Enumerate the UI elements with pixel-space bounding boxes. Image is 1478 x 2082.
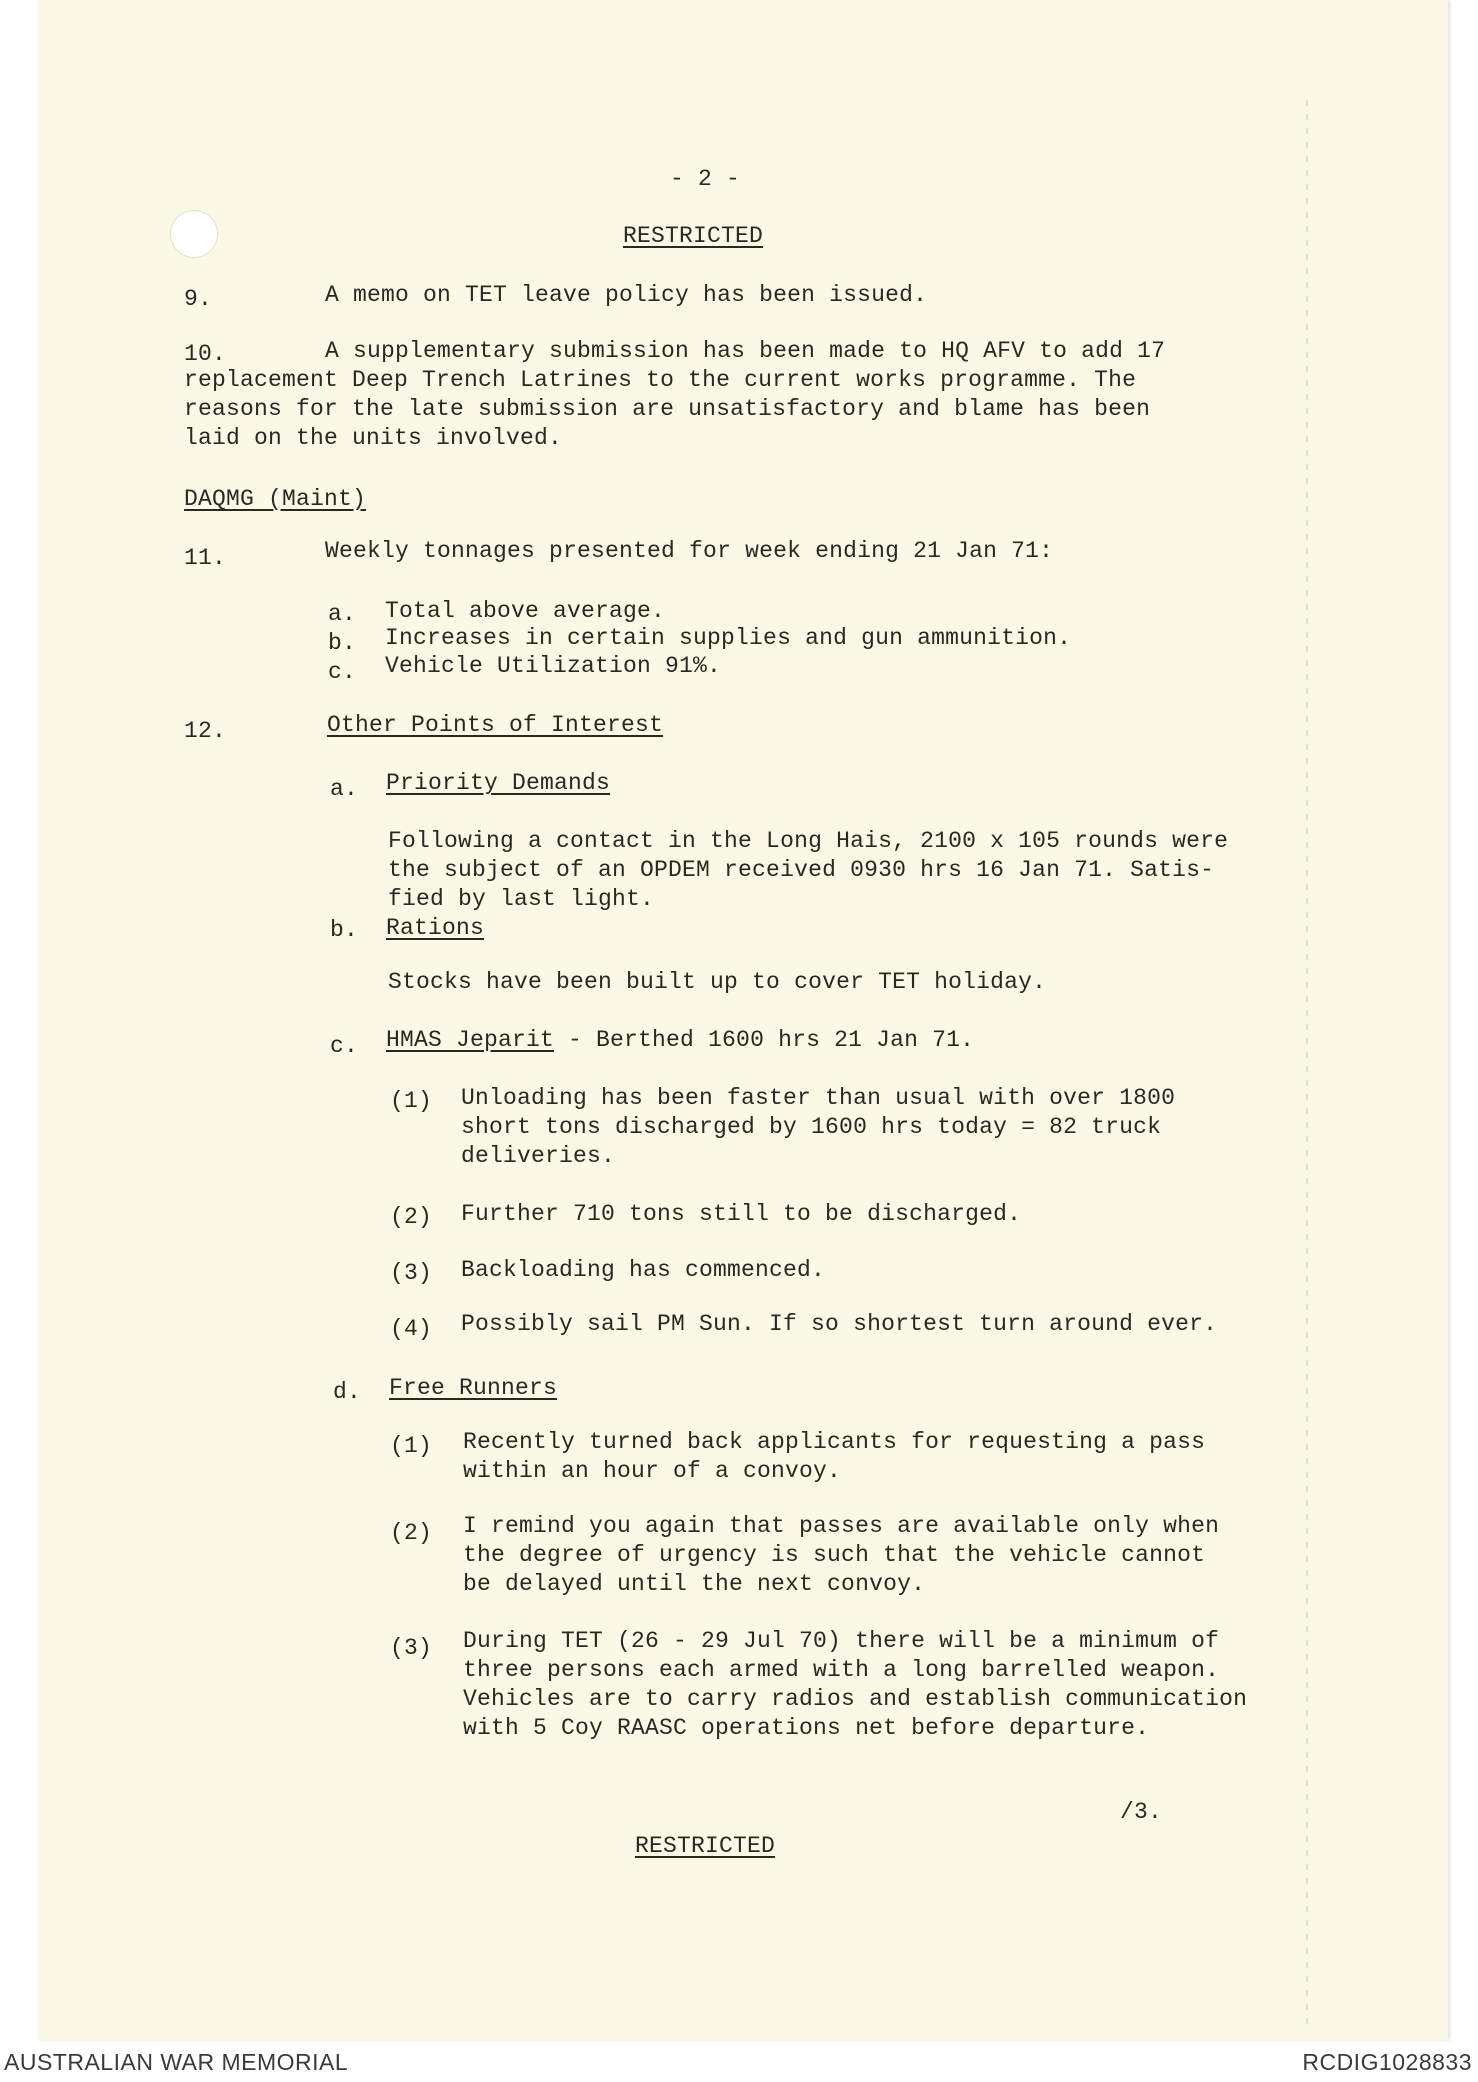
para-12-d-3-number: (3): [390, 1635, 433, 1661]
para-11-a-text: Total above average.: [385, 598, 666, 624]
para-12-c-1-line-1: Unloading has been faster than usual with over 1800: [461, 1085, 1176, 1111]
para-11-c-text: Vehicle Utilization 91%.: [385, 653, 722, 679]
page-edge-shadow: [1306, 100, 1308, 2030]
para-12-c-1-line-2: short tons discharged by 1600 hrs today = 82 truck: [461, 1114, 1162, 1140]
para-12-d-2-number: (2): [390, 1520, 433, 1546]
para-12-number: 12.: [184, 718, 227, 744]
para-12-c-2-text: Further 710 tons still to be discharged.: [461, 1201, 1022, 1227]
para-12-a-heading: Priority Demands: [386, 770, 611, 796]
continuation-marker: /3.: [1120, 1799, 1163, 1825]
punch-hole: [170, 210, 218, 258]
para-12-c-heading: HMAS Jeparit: [386, 1027, 555, 1053]
para-10-line-4: laid on the units involved.: [184, 425, 563, 451]
para-11-b-label: b.: [328, 630, 357, 656]
para-12-a-label: a.: [330, 776, 359, 802]
para-12-c-2-number: (2): [390, 1204, 433, 1230]
para-12-d-2-line-1: I remind you again that passes are available only when: [463, 1513, 1220, 1539]
section-heading-daqmg: DAQMG (Maint): [184, 486, 367, 512]
para-12-d-1-number: (1): [390, 1433, 433, 1459]
page-number: - 2 -: [670, 166, 741, 192]
footer-record-id: RCDIG1028833: [1302, 2049, 1472, 2075]
para-9-number: 9.: [184, 286, 213, 312]
para-10-line-1: A supplementary submission has been made to HQ AFV to add 17: [325, 338, 1166, 364]
para-12-b-text: Stocks have been built up to cover TET holiday.: [388, 969, 1047, 995]
para-12-c-3-number: (3): [390, 1260, 433, 1286]
para-12-d-3-line-2: three persons each armed with a long barrelled weapon.: [463, 1657, 1220, 1683]
para-12-c-1-number: (1): [390, 1088, 433, 1114]
para-12-d-1-line-2: within an hour of a convoy.: [463, 1458, 842, 1484]
para-12-c-label: c.: [330, 1033, 359, 1059]
para-12-d-1-line-1: Recently turned back applicants for requesting a pass: [463, 1429, 1206, 1455]
classification-top: RESTRICTED: [623, 223, 764, 249]
para-12-b-heading: Rations: [386, 915, 485, 941]
para-12-c-rest: - Berthed 1600 hrs 21 Jan 71.: [554, 1027, 975, 1053]
document-page: [38, 0, 1448, 2040]
para-11-number: 11.: [184, 545, 227, 571]
classification-bottom: RESTRICTED: [635, 1833, 776, 1859]
para-12-d-2-line-2: the degree of urgency is such that the vehicle cannot: [463, 1542, 1206, 1568]
para-12-d-2-line-3: be delayed until the next convoy.: [463, 1571, 926, 1597]
para-11-c-label: c.: [328, 659, 357, 685]
para-12-c-heading-line: [386, 1026, 974, 1055]
para-11-b-text: Increases in certain supplies and gun ammunition.: [385, 625, 1072, 651]
para-12-c-4-number: (4): [390, 1316, 433, 1342]
para-12-b-label: b.: [330, 917, 359, 943]
para-12-d-3-line-4: with 5 Coy RAASC operations net before departure.: [463, 1715, 1150, 1741]
para-12-d-3-line-1: During TET (26 - 29 Jul 70) there will be a minimum of: [463, 1628, 1220, 1654]
para-12-a-line-2: the subject of an OPDEM received 0930 hrs 16 Jan 71. Satis-: [388, 857, 1215, 883]
para-12-d-3-line-3: Vehicles are to carry radios and establish communication: [463, 1686, 1248, 1712]
para-12-c-4-text: Possibly sail PM Sun. If so shortest turn around ever.: [461, 1311, 1218, 1337]
para-12-d-heading: Free Runners: [389, 1375, 558, 1401]
para-12-d-label: d.: [333, 1379, 362, 1405]
para-11-a-label: a.: [328, 601, 357, 627]
para-10-line-2: replacement Deep Trench Latrines to the current works programme. The: [184, 367, 1137, 393]
para-12-c-1-line-3: deliveries.: [461, 1143, 616, 1169]
para-12-c-3-text: Backloading has commenced.: [461, 1257, 826, 1283]
para-11-text: Weekly tonnages presented for week ending 21 Jan 71:: [325, 538, 1054, 564]
para-10-line-3: reasons for the late submission are unsatisfactory and blame has been: [184, 396, 1151, 422]
para-12-a-line-3: fied by last light.: [388, 886, 655, 912]
para-12-heading: Other Points of Interest: [327, 712, 664, 738]
para-12-a-line-1: Following a contact in the Long Hais, 2100 x 105 rounds were: [388, 828, 1229, 854]
para-10-number: 10.: [184, 341, 227, 367]
para-9-text: A memo on TET leave policy has been issued.: [325, 282, 928, 308]
footer-archive-name: AUSTRALIAN WAR MEMORIAL: [4, 2049, 349, 2075]
